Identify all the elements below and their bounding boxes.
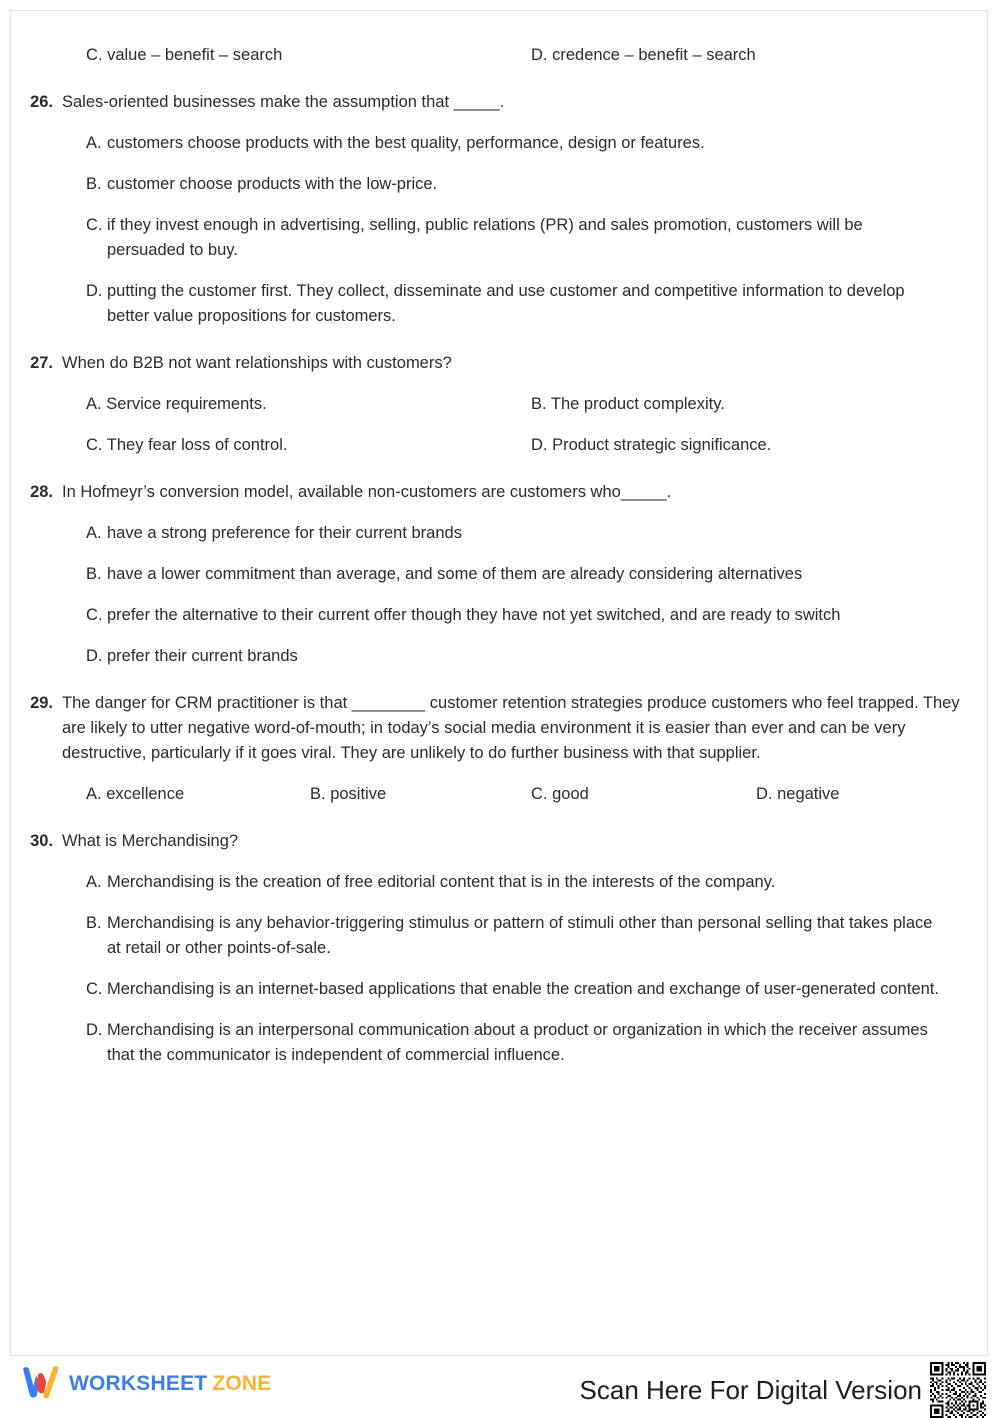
option-row bbox=[28, 782, 969, 807]
question-stem: What is Merchandising? bbox=[62, 832, 239, 850]
option-row bbox=[28, 521, 969, 546]
option-row bbox=[28, 1018, 969, 1068]
option-text: have a lower commitment than average, and some of them are already considering alternatives bbox=[107, 565, 803, 583]
option-text: customers choose products with the best quality, performance, design or features. bbox=[107, 134, 705, 152]
option-text: putting the customer first. They collect, disseminate and use customer and competitive information to develop better value propositions for customers. bbox=[107, 282, 905, 325]
brand-worksheet-text: WORKSHEET bbox=[69, 1371, 208, 1395]
option-text: positive bbox=[330, 785, 387, 803]
option-row bbox=[28, 433, 969, 458]
option-row bbox=[28, 392, 969, 417]
brand-wordmark bbox=[69, 1373, 271, 1394]
option-letter: C. bbox=[86, 46, 103, 64]
question-number: 27. bbox=[30, 354, 53, 372]
option-text: value – benefit – search bbox=[107, 46, 283, 64]
question-number: 28. bbox=[30, 483, 53, 501]
question-block bbox=[28, 691, 969, 807]
option-letter: A. bbox=[86, 395, 102, 413]
option-text: Merchandising is an internet-based applications that enable the creation and exchange of user-generated content. bbox=[107, 980, 939, 998]
option-letter: D. bbox=[756, 785, 773, 803]
option-cell bbox=[86, 392, 531, 417]
question-stem-row bbox=[28, 691, 969, 766]
question-number: 29. bbox=[30, 694, 53, 712]
option-letter: B. bbox=[86, 565, 102, 583]
option-cell bbox=[756, 782, 936, 807]
option-row bbox=[28, 977, 969, 1002]
question-block bbox=[28, 480, 969, 669]
option-cell bbox=[86, 782, 310, 807]
continued-options-row bbox=[28, 43, 969, 68]
option-cell bbox=[531, 43, 951, 68]
question-block bbox=[28, 351, 969, 458]
worksheet-content bbox=[11, 11, 989, 1068]
option-letter: B. bbox=[86, 175, 102, 193]
option-letter: D. bbox=[531, 46, 548, 64]
option-letter: D. bbox=[531, 436, 548, 454]
option-letter: C. bbox=[86, 980, 103, 998]
option-row bbox=[28, 870, 969, 895]
brand-zone-text: ZONE bbox=[212, 1371, 272, 1395]
option-cell bbox=[531, 392, 951, 417]
option-cell bbox=[86, 43, 531, 68]
question-stem: The danger for CRM practitioner is that ________ customer retention strategies produce customers who feel trapped. They are likely to utter negative word-of-mouth; in today’s social media environment it is easier than ever and can be very destructive, particularly if it goes viral. They are unlikely to do further business with that supplier. bbox=[62, 694, 960, 762]
option-letter: D. bbox=[86, 647, 103, 665]
option-text: good bbox=[552, 785, 589, 803]
option-row bbox=[28, 603, 969, 628]
option-row bbox=[28, 911, 969, 961]
question-stem-row bbox=[28, 829, 969, 854]
question-block bbox=[28, 90, 969, 329]
option-text: The product complexity. bbox=[550, 395, 725, 413]
option-letter: A. bbox=[86, 785, 102, 803]
option-letter: C. bbox=[86, 436, 103, 454]
qr-code-icon[interactable] bbox=[930, 1362, 986, 1418]
question-block bbox=[28, 829, 969, 1068]
option-text: if they invest enough in advertising, selling, public relations (PR) and sales promotion, customers will be persuaded to buy. bbox=[107, 216, 863, 259]
option-text: Merchandising is the creation of free editorial content that is in the interests of the company. bbox=[107, 873, 776, 891]
option-text: Service requirements. bbox=[106, 395, 267, 413]
question-stem: Sales-oriented businesses make the assumption that _____. bbox=[62, 93, 505, 111]
option-letter: A. bbox=[86, 134, 102, 152]
worksheet-zone-logo[interactable] bbox=[20, 1366, 271, 1400]
question-stem-row bbox=[28, 480, 969, 505]
option-text: have a strong preference for their current brands bbox=[107, 524, 462, 542]
option-letter: D. bbox=[86, 1021, 103, 1039]
option-cell bbox=[531, 782, 756, 807]
option-row bbox=[28, 131, 969, 156]
option-cell bbox=[310, 782, 531, 807]
question-number: 26. bbox=[30, 93, 53, 111]
option-row bbox=[28, 213, 969, 263]
option-row bbox=[28, 644, 969, 669]
option-text: They fear loss of control. bbox=[106, 436, 288, 454]
option-letter: B. bbox=[531, 395, 547, 413]
worksheet-zone-logo-icon bbox=[20, 1366, 60, 1400]
option-text: prefer their current brands bbox=[107, 647, 298, 665]
question-stem-row bbox=[28, 90, 969, 115]
option-letter: B. bbox=[86, 914, 102, 932]
option-letter: B. bbox=[310, 785, 326, 803]
option-text: negative bbox=[777, 785, 840, 803]
page-footer bbox=[0, 1358, 1000, 1414]
option-row bbox=[28, 279, 969, 329]
option-text: Product strategic significance. bbox=[552, 436, 772, 454]
option-row bbox=[28, 562, 969, 587]
option-cell bbox=[86, 433, 531, 458]
question-stem: In Hofmeyr’s conversion model, available non-customers are customers who_____. bbox=[62, 483, 672, 501]
option-text: customer choose products with the low-price. bbox=[107, 175, 438, 193]
option-row bbox=[28, 172, 969, 197]
scan-cta[interactable] bbox=[580, 1362, 986, 1418]
question-number: 30. bbox=[30, 832, 53, 850]
option-letter: C. bbox=[531, 785, 548, 803]
option-text: prefer the alternative to their current offer though they have not yet switched, and are ready to switch bbox=[107, 606, 841, 624]
question-stem: When do B2B not want relationships with customers? bbox=[62, 354, 452, 372]
option-letter: A. bbox=[86, 873, 102, 891]
option-letter: C. bbox=[86, 606, 103, 624]
option-letter: C. bbox=[86, 216, 103, 234]
worksheet-page-frame bbox=[10, 10, 988, 1356]
option-letter: D. bbox=[86, 282, 103, 300]
option-letter: A. bbox=[86, 524, 102, 542]
option-text: credence – benefit – search bbox=[552, 46, 756, 64]
option-text: Merchandising is an interpersonal communication about a product or organization in which the receiver assumes that the communicator is independent of commercial influence. bbox=[107, 1021, 928, 1064]
option-cell bbox=[531, 433, 951, 458]
scan-label: Scan Here For Digital Version bbox=[579, 1375, 922, 1405]
option-text: excellence bbox=[106, 785, 185, 803]
option-text: Merchandising is any behavior-triggering stimulus or pattern of stimuli other than personal selling that takes place at retail or other points-of-sale. bbox=[107, 914, 933, 957]
question-stem-row bbox=[28, 351, 969, 376]
